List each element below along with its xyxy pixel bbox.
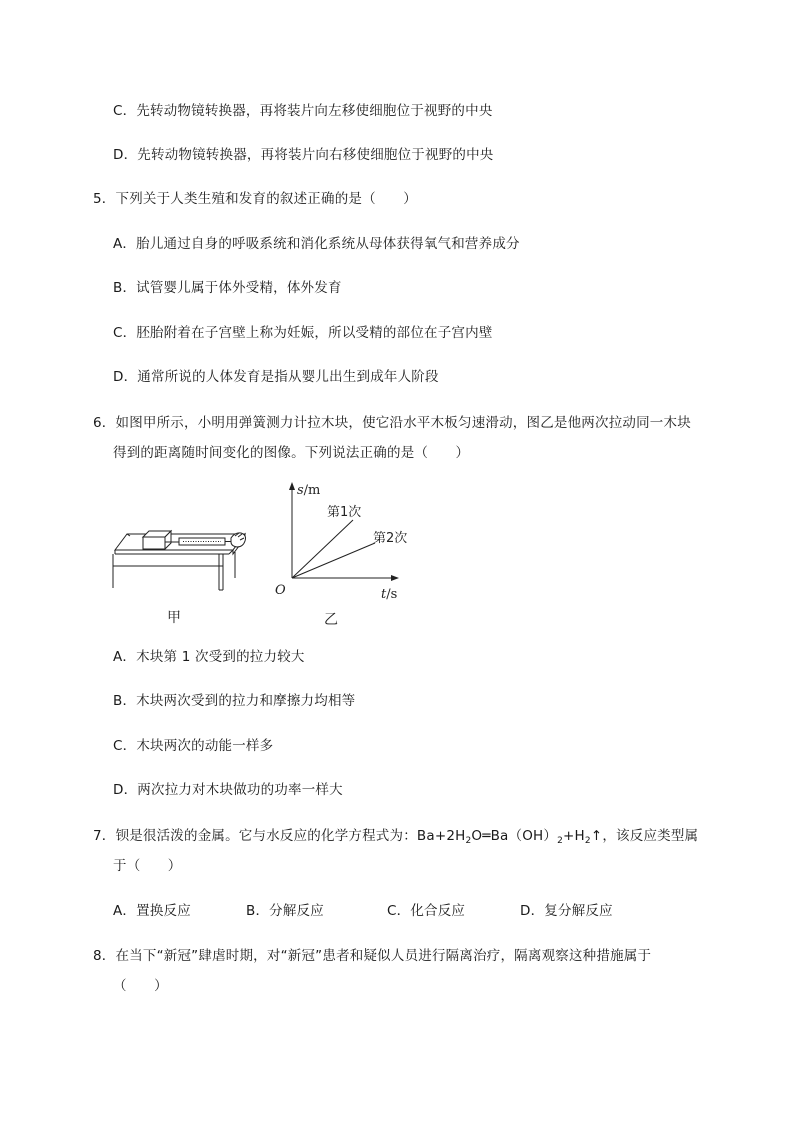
q6-option-d: D．两次拉力对木块做功的功率一样大 (113, 782, 343, 798)
q5-option-c: C．胚胎附着在子宫壁上称为妊娠，所以受精的部位在子宫内壁 (113, 325, 493, 341)
table-apparatus-illustration (113, 531, 246, 590)
q5-option-a: A．胎儿通过自身的呼吸系统和消化系统从母体获得氧气和营养成分 (113, 236, 520, 252)
q7-stem-post: ↑，该反应类型属 (590, 828, 699, 844)
q4-option-d: D．先转动物镜转换器，再将装片向右移使细胞位于视野的中央 (113, 147, 494, 163)
q6-option-c: C．木块两次的动能一样多 (113, 738, 274, 754)
series-label-1: 第1次 (327, 505, 362, 520)
caption-jia: 甲 (167, 610, 181, 626)
q6-figure-drawing (105, 478, 435, 628)
q7-stem-pre: 7．钡是很活泼的金属。它与水反应的化学方程式为：Ba+2H (93, 828, 466, 844)
q7-option-b: B．分解反应 (246, 903, 324, 919)
q7-stem-mid2: +H (563, 828, 585, 844)
q7-sub-3: 2 (584, 836, 591, 846)
q6-option-b: B．木块两次受到的拉力和摩擦力均相等 (113, 693, 356, 709)
q8-stem-line1: 8．在当下“新冠”肆虐时期，对“新冠”患者和疑似人员进行隔离治疗，隔离观察这种措施属于 (93, 948, 652, 964)
q7-stem-line1 (93, 826, 698, 851)
q6-stem-line1: 6．如图甲所示，小明用弹簧测力计拉木块，使它沿水平木板匀速滑动，图乙是他两次拉动同一木块 (93, 415, 691, 431)
q7-sub-1: 2 (465, 836, 472, 846)
q7-option-d: D．复分解反应 (520, 903, 613, 919)
q5-option-d: D．通常所说的人体发育是指从婴儿出生到成年人阶段 (113, 369, 439, 385)
q7-option-a: A．置换反应 (113, 903, 191, 919)
q4-option-c: C．先转动物镜转换器，再将装片向左移使细胞位于视野的中央 (113, 103, 493, 119)
q5-stem: 5．下列关于人类生殖和发育的叙述正确的是（ ） (93, 191, 417, 207)
origin-label: O (275, 583, 286, 598)
caption-yi: 乙 (324, 612, 338, 628)
x-axis-label: t/s (381, 587, 398, 602)
series-line-1 (292, 520, 353, 578)
q7-stem-mid1: O═Ba（OH） (471, 828, 558, 844)
series-label-2: 第2次 (373, 531, 408, 546)
q7-option-c: C．化合反应 (387, 903, 466, 919)
series-line-2 (292, 543, 375, 578)
q7-stem-line2: 于（ ） (113, 858, 182, 874)
q6-figure (105, 478, 435, 628)
q6-option-a: A．木块第 1 次受到的拉力较大 (113, 649, 305, 665)
q7-sub-2: 2 (557, 836, 564, 846)
y-axis-label: s/m (297, 483, 321, 498)
q8-stem-line2: （ ） (113, 978, 168, 994)
q5-option-b: B．试管婴儿属于体外受精，体外发育 (113, 280, 342, 296)
q6-stem-line2: 得到的距离随时间变化的图像。下列说法正确的是（ ） (113, 445, 470, 461)
